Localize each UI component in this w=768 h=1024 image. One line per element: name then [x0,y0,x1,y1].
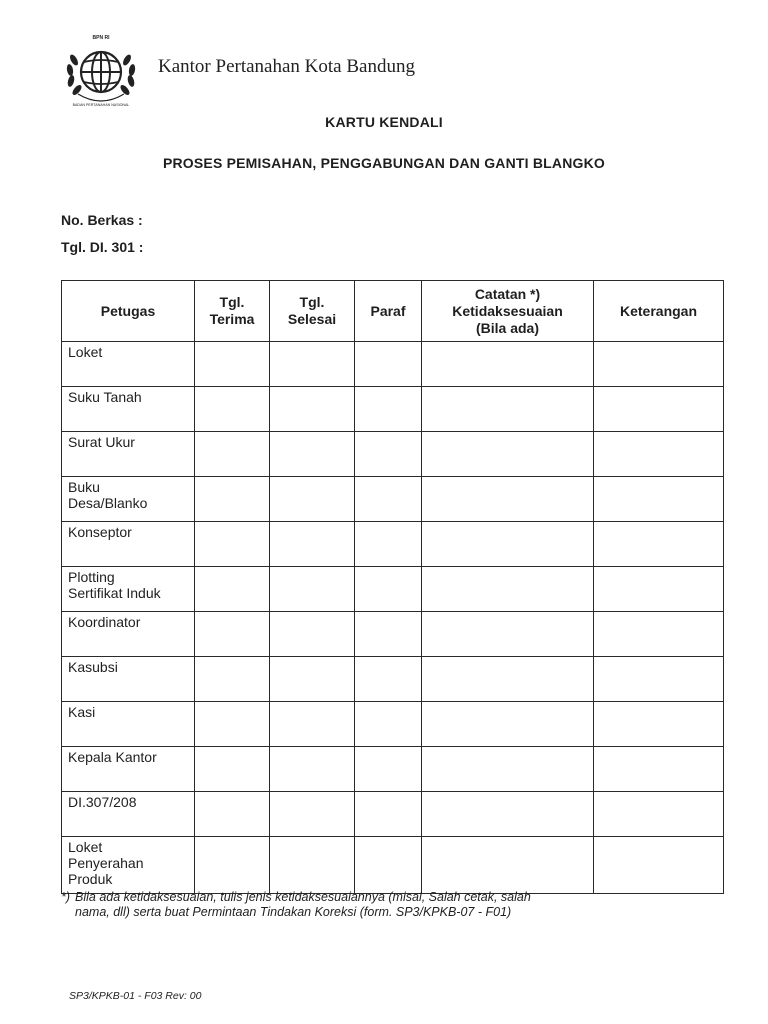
petugas-cell [62,432,195,477]
table-row [62,657,724,702]
keterangan-cell[interactable] [594,657,724,702]
header-catatan-line1: Catatan *) [474,285,541,302]
tgl-terima-cell[interactable] [195,522,270,567]
tgl-terima-cell[interactable] [195,432,270,477]
table-row [62,747,724,792]
catatan-cell[interactable] [422,747,594,792]
petugas-cell [62,567,195,612]
petugas-label: Kasi [68,704,96,720]
petugas-label: Produk [68,871,113,887]
header-petugas: Petugas [62,281,195,342]
tgl-selesai-cell[interactable] [270,477,355,522]
tgl-selesai-cell[interactable] [270,432,355,477]
office-name: Kantor Pertanahan Kota Bandung [158,56,415,77]
petugas-label: Desa/Blanko [68,495,148,511]
keterangan-cell[interactable] [594,612,724,657]
paraf-cell[interactable] [355,792,422,837]
logo-top-text: BPN RI [92,35,110,41]
paraf-cell[interactable] [355,837,422,894]
tgl-terima-cell[interactable] [195,702,270,747]
petugas-cell [62,342,195,387]
keterangan-cell[interactable] [594,387,724,432]
footnote-line-1: Bila ada ketidaksesuaian, tulis jenis ketidaksesuaiannya (misal, Salah cetak, salah [75,890,531,904]
berkas-number-label: No. Berkas : [61,212,143,228]
catatan-cell[interactable] [422,612,594,657]
header-tgl-selesai-line2: Selesai [287,311,337,327]
tgl-terima-cell[interactable] [195,747,270,792]
keterangan-cell[interactable] [594,432,724,477]
petugas-label: Plotting [68,569,115,585]
table-row [62,432,724,477]
petugas-label: Surat Ukur [68,434,135,450]
tgl-terima-cell[interactable] [195,387,270,432]
header-tgl-selesai [270,281,355,342]
petugas-label: Konseptor [68,524,132,540]
table-row [62,837,724,894]
paraf-cell[interactable] [355,747,422,792]
logo-bottom-text: BADAN PERTANAHAN NASIONAL [72,103,130,107]
petugas-label: Buku [68,479,100,495]
tgl-terima-cell[interactable] [195,657,270,702]
keterangan-cell[interactable] [594,522,724,567]
petugas-label: Loket [68,839,103,855]
paraf-cell[interactable] [355,657,422,702]
tgl-selesai-cell[interactable] [270,702,355,747]
header-tgl-terima-line2: Terima [209,311,255,327]
petugas-cell [62,387,195,432]
petugas-cell [62,792,195,837]
document-title: KARTU KENDALI [325,114,443,130]
keterangan-cell[interactable] [594,702,724,747]
keterangan-cell[interactable] [594,792,724,837]
footnote [61,890,721,920]
paraf-cell[interactable] [355,432,422,477]
catatan-cell[interactable] [422,702,594,747]
petugas-cell [62,747,195,792]
table-header-row [62,281,724,342]
keterangan-cell[interactable] [594,837,724,894]
tgl-di-301-label: Tgl. DI. 301 : [61,239,144,255]
table-row [62,522,724,567]
catatan-cell[interactable] [422,657,594,702]
petugas-label: Sertifikat Induk [68,585,161,601]
keterangan-cell[interactable] [594,747,724,792]
tgl-selesai-cell[interactable] [270,657,355,702]
tgl-selesai-cell[interactable] [270,612,355,657]
petugas-label: Koordinator [68,614,141,630]
petugas-cell [62,702,195,747]
petugas-label: Kepala Kantor [68,749,157,765]
paraf-cell[interactable] [355,477,422,522]
catatan-cell[interactable] [422,342,594,387]
table-row [62,702,724,747]
tgl-selesai-cell[interactable] [270,747,355,792]
petugas-cell [62,657,195,702]
header-catatan-line3: (Bila ada) [475,319,539,336]
tgl-terima-cell[interactable] [195,567,270,612]
header-paraf: Paraf [355,281,422,342]
table-row [62,567,724,612]
paraf-cell[interactable] [355,342,422,387]
header-catatan-line2: Ketidaksesuaian [452,302,563,319]
petugas-label: Kasubsi [68,659,118,675]
control-card-table [61,280,724,894]
petugas-label: Loket [68,344,103,360]
table-row [62,342,724,387]
header-tgl-selesai-line1: Tgl. [299,294,325,310]
table-row [62,477,724,522]
keterangan-cell[interactable] [594,477,724,522]
paraf-cell[interactable] [355,702,422,747]
tgl-selesai-cell[interactable] [270,522,355,567]
table-row [62,387,724,432]
tgl-terima-cell[interactable] [195,342,270,387]
document-subtitle: PROSES PEMISAHAN, PENGGABUNGAN DAN GANTI BLANGKO [162,155,606,171]
petugas-label: Penyerahan [68,855,144,871]
petugas-label: DI.307/208 [68,794,137,810]
tgl-selesai-cell[interactable] [270,792,355,837]
header-tgl-terima-line1: Tgl. [219,294,245,310]
keterangan-cell[interactable] [594,567,724,612]
catatan-cell[interactable] [422,432,594,477]
tgl-terima-cell[interactable] [195,792,270,837]
header-keterangan: Keterangan [594,281,724,342]
petugas-cell [62,837,195,894]
catatan-cell[interactable] [422,567,594,612]
tgl-selesai-cell[interactable] [270,342,355,387]
petugas-label: Suku Tanah [68,389,142,405]
petugas-cell [62,477,195,522]
tgl-selesai-cell[interactable] [270,837,355,894]
petugas-cell [62,612,195,657]
petugas-cell [62,522,195,567]
tgl-selesai-cell[interactable] [270,387,355,432]
header-tgl-terima [195,281,270,342]
paraf-cell[interactable] [355,612,422,657]
catatan-cell[interactable] [422,837,594,894]
tgl-selesai-cell[interactable] [270,567,355,612]
paraf-cell[interactable] [355,567,422,612]
catatan-cell[interactable] [422,792,594,837]
paraf-cell[interactable] [355,387,422,432]
bpn-logo-icon [60,30,142,112]
table-row [62,612,724,657]
header-catatan [422,281,594,342]
table-row [62,792,724,837]
keterangan-cell[interactable] [594,342,724,387]
footnote-mark: *) [61,890,71,904]
footnote-line-2: nama, dll) serta buat Permintaan Tindakan Koreksi (form. SP3/KPKB-07 - F01) [75,905,512,919]
form-code: SP3/KPKB-01 - F03 Rev: 00 [69,990,202,1002]
catatan-cell[interactable] [422,387,594,432]
tgl-terima-cell[interactable] [195,612,270,657]
tgl-terima-cell[interactable] [195,477,270,522]
tgl-terima-cell[interactable] [195,837,270,894]
paraf-cell[interactable] [355,522,422,567]
catatan-cell[interactable] [422,477,594,522]
catatan-cell[interactable] [422,522,594,567]
table-body [62,342,724,894]
